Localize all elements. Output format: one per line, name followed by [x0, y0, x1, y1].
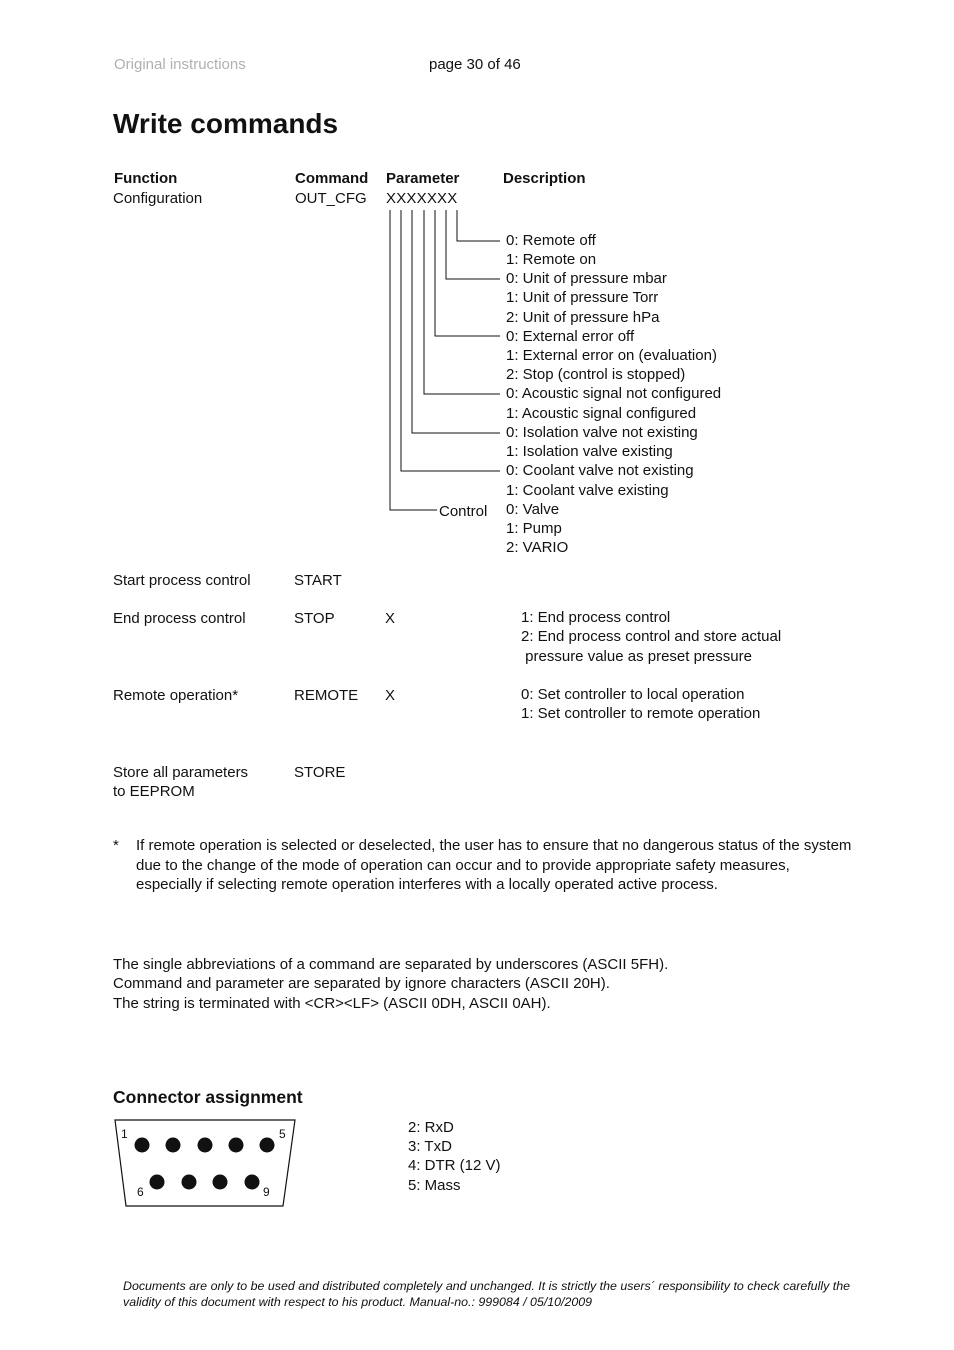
connector-pin	[150, 1175, 165, 1190]
pin-label-9: 9	[263, 1185, 270, 1199]
command-out-cfg: OUT_CFG	[295, 190, 367, 207]
command-stop: STOP	[294, 610, 335, 627]
parameter-remote: X	[385, 687, 396, 704]
col-header-parameter: Parameter	[386, 170, 460, 187]
function-configuration: Configuration	[113, 190, 203, 207]
config-desc-line: 0: Isolation valve not existing	[506, 424, 698, 441]
pin-assignment: 2: RxD	[408, 1119, 454, 1136]
connector-section-title: Connector assignment	[113, 1087, 303, 1107]
footnote-marker: *	[113, 837, 119, 854]
function-store-line: Store all parameters	[113, 764, 249, 781]
col-header-command: Command	[295, 170, 369, 187]
page-title: Write commands	[113, 108, 339, 139]
connector-pin	[260, 1138, 275, 1153]
config-desc-line: 0: Valve	[506, 501, 560, 518]
config-desc-line: 1: External error on (evaluation)	[506, 347, 717, 364]
config-desc-line: 0: External error off	[506, 328, 635, 345]
pin-assignment: 3: TxD	[408, 1138, 452, 1155]
pin-assignment: 5: Mass	[408, 1177, 461, 1194]
stop-desc-line: 2: End process control and store actual	[521, 628, 782, 645]
header-document-type: Original instructions	[114, 56, 246, 73]
pin-label-1: 1	[121, 1127, 128, 1141]
config-desc-line: 1: Coolant valve existing	[506, 482, 669, 499]
connector-pin	[245, 1175, 260, 1190]
remote-desc-line: 0: Set controller to local operation	[521, 686, 745, 703]
stop-desc-line: 1: End process control	[521, 609, 671, 626]
connector-pin	[182, 1175, 197, 1190]
connector-pin	[135, 1138, 150, 1153]
config-desc-line: 0: Unit of pressure mbar	[506, 270, 667, 287]
config-desc-line: 2: Unit of pressure hPa	[506, 309, 660, 326]
footnote-text: If remote operation is selected or deselected, the user has to ensure that no dangerous status of the system due to the change of the mode of operation can occur and to provide appropriate safety measures, especially if selecting remote operation interferes with a locally operated active process.	[136, 837, 852, 894]
config-desc-line: 1: Acoustic signal configured	[506, 405, 697, 422]
function-stop: End process control	[113, 610, 246, 627]
connector-pin	[229, 1138, 244, 1153]
connector-pin	[198, 1138, 213, 1153]
config-desc-line: 2: Stop (control is stopped)	[506, 366, 686, 383]
parameter-stop: X	[385, 610, 396, 627]
function-store-line: to EEPROM	[113, 783, 195, 800]
footer-disclaimer: Documents are only to be used and distributed completely and unchanged. It is strictly the users´ responsibility to check carefully the validity of this document with respect to his product. Manual-no.: 999084 / 05/10/2009	[123, 1279, 850, 1309]
remote-desc-line: 1: Set controller to remote operation	[521, 705, 761, 722]
function-start: Start process control	[113, 572, 251, 589]
function-remote: Remote operation*	[113, 687, 239, 704]
pin-label-6: 6	[137, 1185, 144, 1199]
command-start: START	[294, 572, 342, 589]
config-desc-line: 0: Remote off	[506, 232, 596, 249]
config-desc-line: 0: Acoustic signal not configured	[506, 385, 722, 402]
config-desc-line: 1: Pump	[506, 520, 562, 537]
config-desc-line: 1: Unit of pressure Torr	[506, 289, 659, 306]
note-line: The string is terminated with <CR><LF> (ASCII 0DH, ASCII 0AH).	[113, 995, 551, 1012]
config-desc-line: 0: Coolant valve not existing	[506, 462, 694, 479]
note-line: Command and parameter are separated by ignore characters (ASCII 20H).	[113, 975, 610, 992]
command-store: STORE	[294, 764, 346, 781]
pin-label-5: 5	[279, 1127, 286, 1141]
command-remote: REMOTE	[294, 687, 359, 704]
connector-pin	[213, 1175, 228, 1190]
page-number: page 30 of 46	[429, 56, 521, 73]
config-desc-line: 1: Isolation valve existing	[506, 443, 673, 460]
note-line: The single abbreviations of a command are separated by underscores (ASCII 5FH).	[113, 956, 669, 973]
stop-desc-line: pressure value as preset pressure	[521, 648, 752, 665]
col-header-function: Function	[114, 170, 178, 187]
parameter-xxxxxxx: XXXXXXX	[386, 190, 458, 207]
control-label: Control	[439, 503, 488, 520]
config-desc-line: 1: Remote on	[506, 251, 597, 268]
pin-assignment: 4: DTR (12 V)	[408, 1157, 501, 1174]
config-desc-line: 2: VARIO	[506, 539, 569, 556]
connector-pin	[166, 1138, 181, 1153]
col-header-description: Description	[503, 170, 586, 187]
